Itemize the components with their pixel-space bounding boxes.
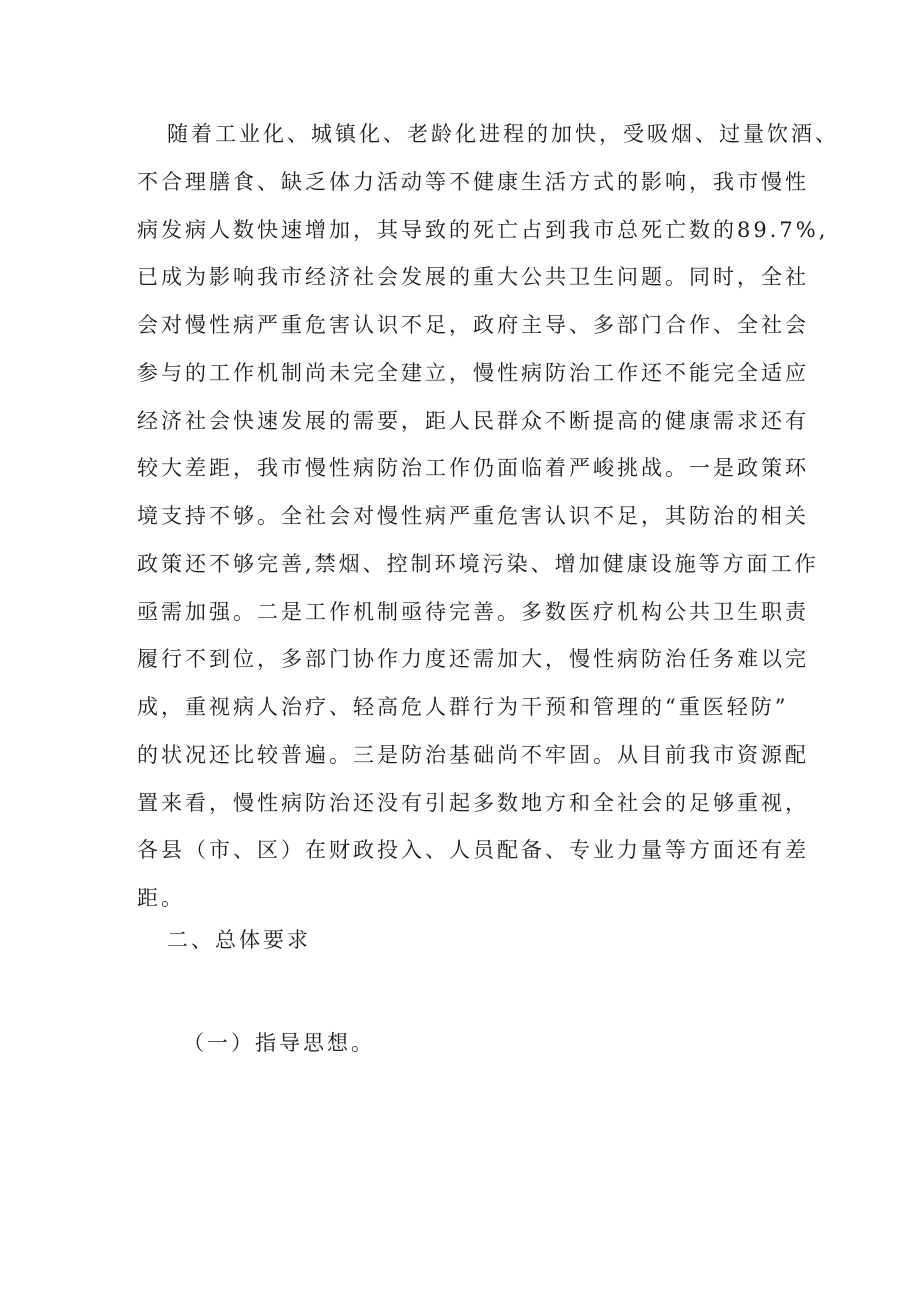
paragraph-line: 履行不到位，多部门协作力度还需加大，慢性病防治任务难以完 — [137, 647, 809, 671]
paragraph-line: 亟需加强。二是工作机制亟待完善。多数医疗机构公共卫生职责 — [137, 600, 809, 624]
paragraph-line: 各县（市、区）在财政投入、人员配备、专业力量等方面还有差 — [137, 838, 809, 862]
paragraph-line: 的状况还比较普遍。三是防治基础尚不牢固。从目前我市资源配 — [137, 743, 809, 767]
paragraph-line: 置来看，慢性病防治还没有引起多数地方和全社会的足够重视， — [137, 791, 809, 815]
paragraph-line: 会对慢性病严重危害认识不足，政府主导、多部门合作、全社会 — [137, 313, 809, 337]
paragraph-line: 随着工业化、城镇化、老龄化进程的加快，受吸烟、过量饮酒、 — [167, 122, 839, 146]
paragraph-line: 较大差距，我市慢性病防治工作仍面临着严峻挑战。一是政策环 — [137, 456, 809, 480]
paragraph-line: 距。 — [137, 886, 185, 910]
paragraph-line: 参与的工作机制尚未完全建立，慢性病防治工作还不能完全适应 — [137, 361, 809, 385]
paragraph-line: 成，重视病人治疗、轻高危人群行为干预和管理的“重医轻防” — [137, 695, 789, 719]
paragraph-line: 经济社会快速发展的需要，距人民群众不断提高的健康需求还有 — [137, 409, 809, 433]
section-heading: 二、总体要求 — [167, 928, 311, 952]
paragraph-line: 已成为影响我市经济社会发展的重大公共卫生问题。同时，全社 — [137, 265, 809, 289]
paragraph-line: 不合理膳食、缺乏体力活动等不健康生活方式的影响，我市慢性 — [137, 170, 809, 194]
paragraph-line: 病发病人数快速增加，其导致的死亡占到我市总死亡数的89.7%, — [137, 218, 829, 242]
paragraph-line: 政策还不够完善,禁烟、控制环境污染、增加健康设施等方面工作 — [137, 552, 819, 576]
subsection-heading: （一）指导思想。 — [183, 1031, 375, 1055]
paragraph-line: 境支持不够。全社会对慢性病严重危害认识不足，其防治的相关 — [137, 504, 809, 528]
